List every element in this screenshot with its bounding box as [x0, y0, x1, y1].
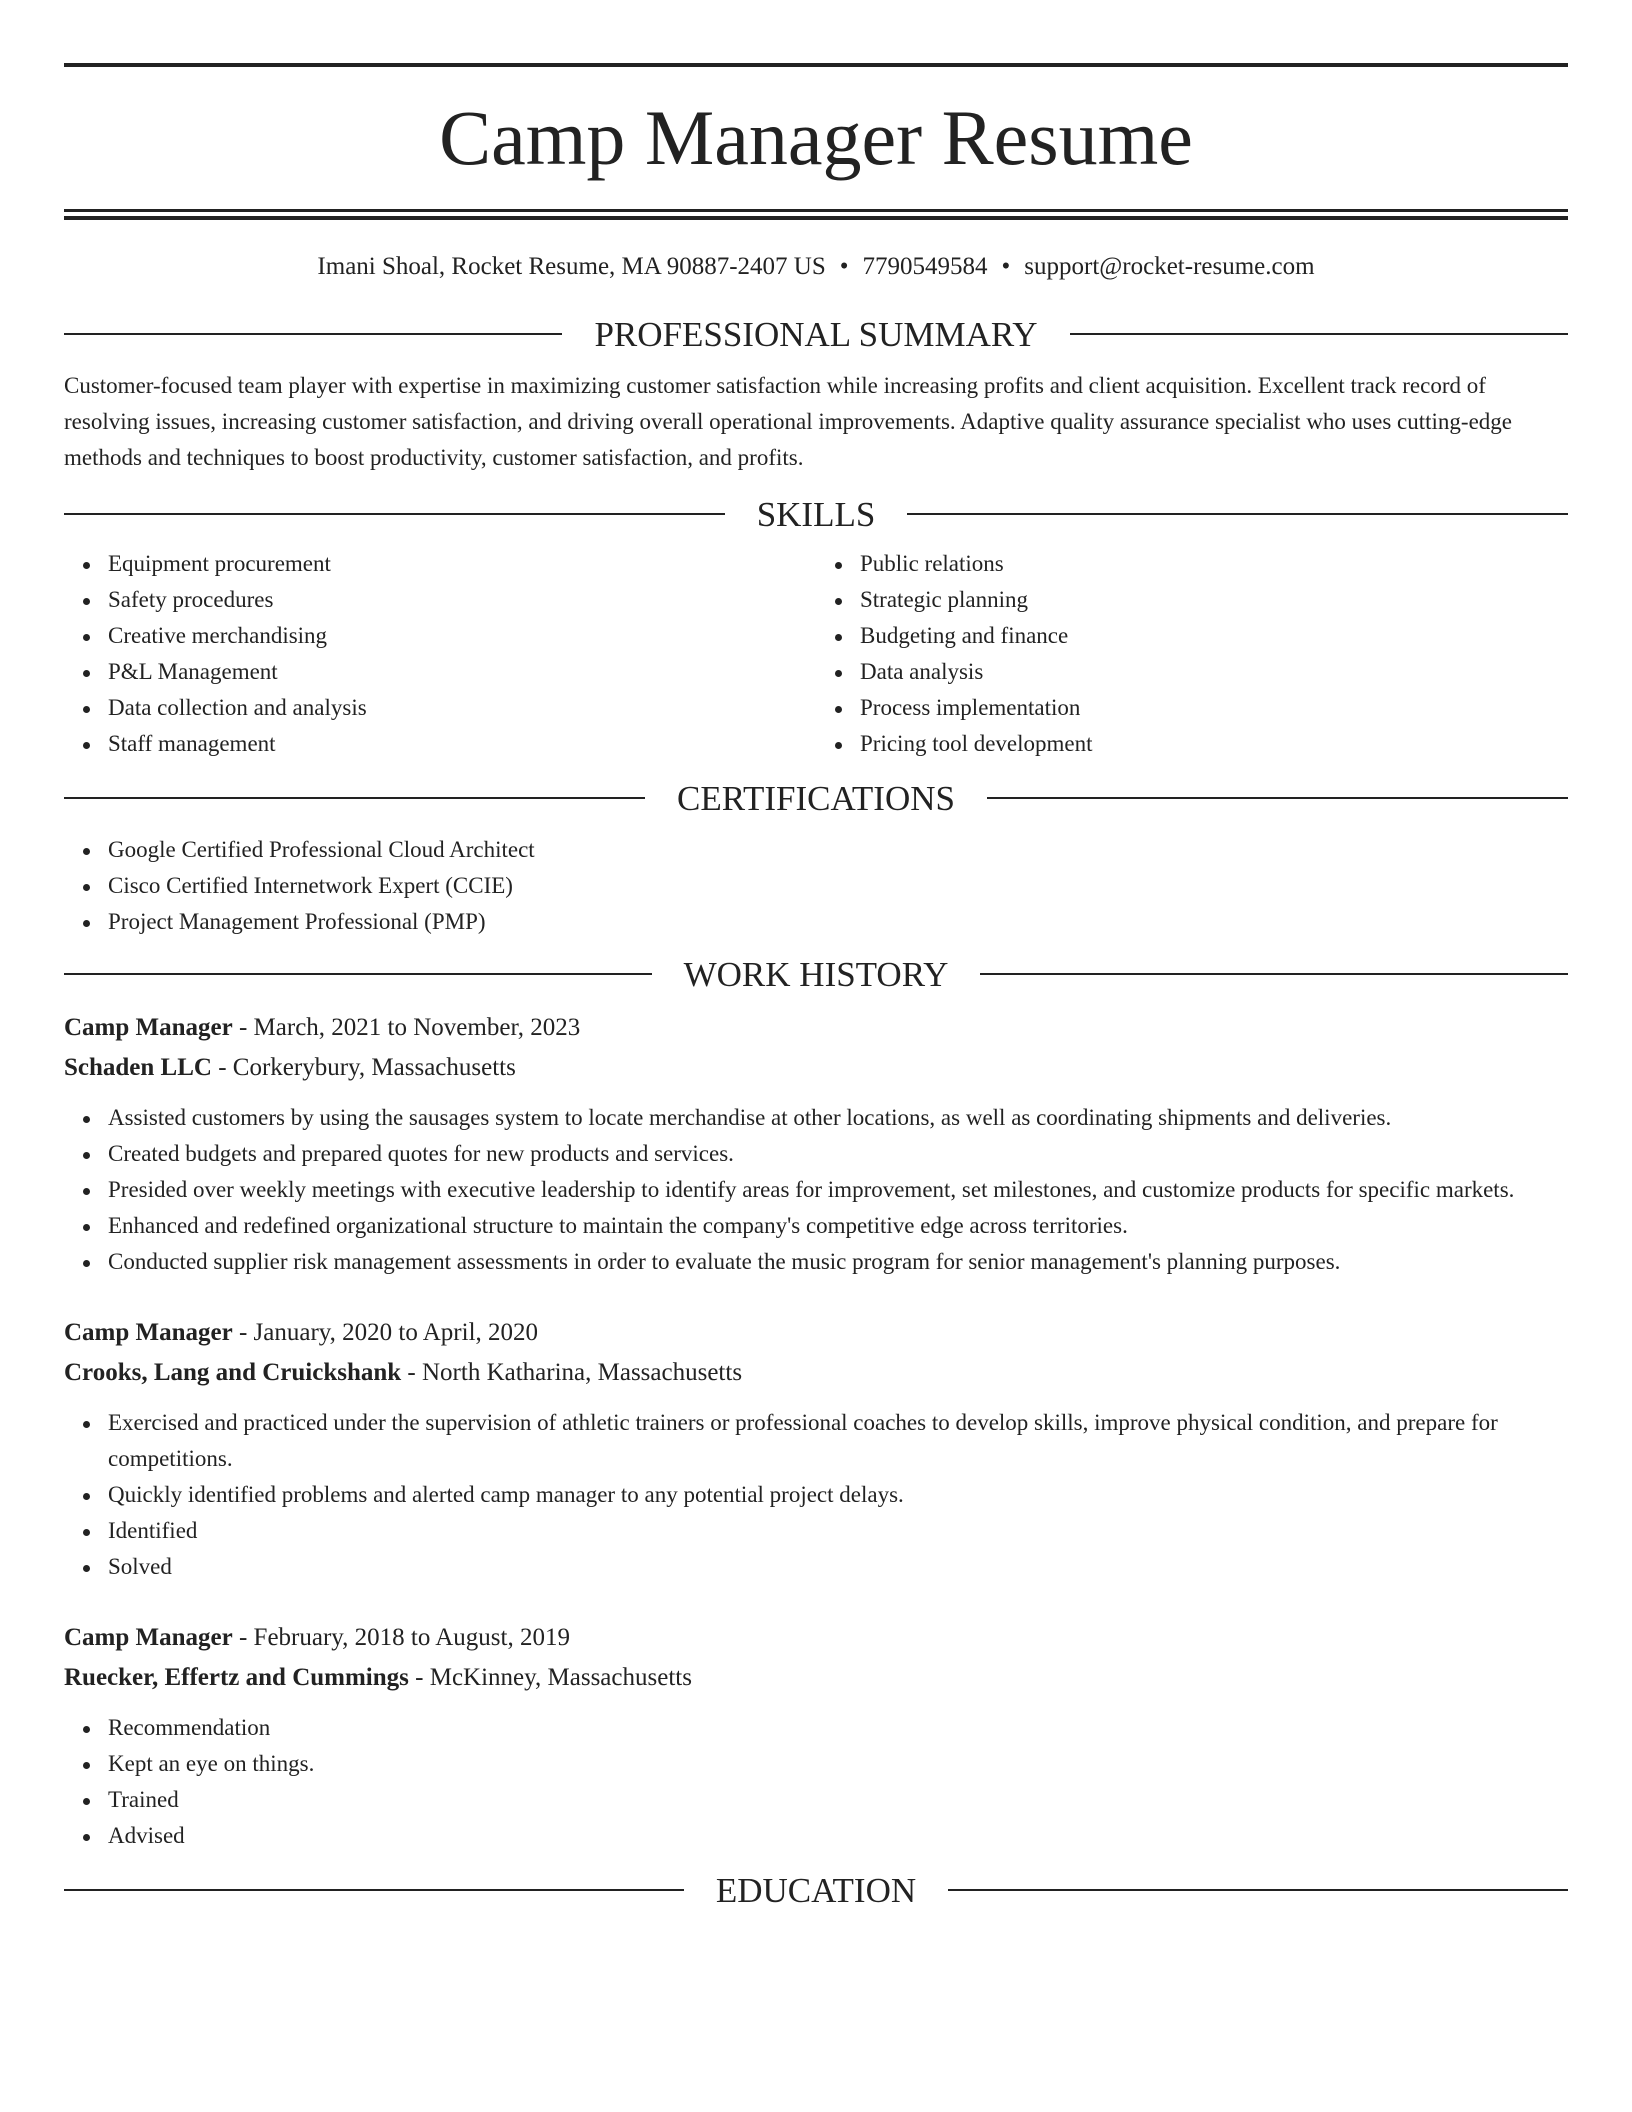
section-title: EDUCATION: [715, 1870, 917, 1910]
job-bullet: Trained: [108, 1782, 1568, 1818]
heading-rule: [987, 797, 1568, 799]
job-company: Schaden LLC: [64, 1054, 212, 1081]
contact-email: support@rocket-resume.com: [1024, 253, 1315, 280]
skills-columns: [64, 546, 1568, 762]
job-company: Crooks, Lang and Cruickshank: [64, 1359, 402, 1386]
job-location: - McKinney, Massachusetts: [408, 1664, 692, 1691]
heading-rule: [64, 973, 652, 975]
contact-address: Imani Shoal, Rocket Resume, MA 90887-2407 US: [317, 253, 826, 280]
job-bullet: Enhanced and redefined organizational structure to maintain the company's competitive edge across territories.: [108, 1208, 1568, 1244]
job-company: Ruecker, Effertz and Cummings: [64, 1664, 409, 1691]
heading-rule: [907, 513, 1568, 515]
heading-rule: [64, 333, 562, 335]
job-bullets: [64, 1710, 1568, 1854]
section-heading-summary: [64, 314, 1568, 354]
section-title: WORK HISTORY: [683, 954, 949, 994]
job-bullet: Recommendation: [108, 1710, 1568, 1746]
job-role: Camp Manager: [64, 1624, 233, 1651]
job-entry: [64, 1008, 1568, 1280]
job-bullet: Quickly identified problems and alerted camp manager to any potential project delays.: [108, 1477, 1568, 1513]
skill-item: Budgeting and finance: [860, 618, 1568, 654]
heading-rule: [980, 973, 1568, 975]
certification-item: Project Management Professional (PMP): [108, 904, 1568, 940]
contact-separator: •: [1001, 253, 1011, 280]
section-heading-education: [64, 1870, 1568, 1910]
job-location: - North Katharina, Massachusetts: [401, 1359, 743, 1386]
job-entry: [64, 1618, 1568, 1854]
heading-rule: [64, 1889, 684, 1891]
job-company-line: [64, 1353, 1568, 1393]
heading-rule: [64, 513, 725, 515]
page-title: Camp Manager Resume: [439, 94, 1193, 181]
job-company-line: [64, 1658, 1568, 1698]
skill-item: Creative merchandising: [108, 618, 816, 654]
skill-item: Public relations: [860, 546, 1568, 582]
skills-list-left: [64, 546, 816, 762]
skills-list-right: [816, 546, 1568, 762]
job-location: - Corkerybury, Massachusetts: [211, 1054, 516, 1081]
certification-item: Cisco Certified Internetwork Expert (CCIE): [108, 868, 1568, 904]
skill-item: Data analysis: [860, 654, 1568, 690]
job-bullet: Created budgets and prepared quotes for new products and services.: [108, 1136, 1568, 1172]
job-company-line: [64, 1048, 1568, 1088]
section-heading-certifications: [64, 778, 1568, 818]
job-bullet: Solved: [108, 1549, 1568, 1585]
heading-rule: [64, 797, 645, 799]
section-title: SKILLS: [756, 494, 876, 534]
heading-rule: [1070, 333, 1568, 335]
job-dates: - March, 2021 to November, 2023: [232, 1014, 581, 1041]
summary-text: Customer-focused team player with expertise in maximizing customer satisfaction while increasing profits and client acquisition. Excellent track record of resolving issues, increasing customer satisfaction, and driving overall operational improvements. Adaptive quality assurance specialist who uses cutting-edge methods and techniques to boost productivity, customer satisfaction, and profits.: [64, 373, 1512, 470]
skill-item: Strategic planning: [860, 582, 1568, 618]
job-bullet: Conducted supplier risk management assessments in order to evaluate the music program for senior management's planning purposes.: [108, 1244, 1568, 1280]
job-title-line: [64, 1008, 1568, 1048]
skill-item: Pricing tool development: [860, 726, 1568, 762]
job-bullet: Assisted customers by using the sausages system to locate merchandise at other locations, as well as coordinating shipments and deliveries.: [108, 1100, 1568, 1136]
job-bullet: Exercised and practiced under the supervision of athletic trainers or professional coaches to develop skills, improve physical condition, and prepare for competitions.: [108, 1405, 1568, 1477]
skill-item: Staff management: [108, 726, 816, 762]
section-heading-work-history: [64, 954, 1568, 994]
certification-item: Google Certified Professional Cloud Architect: [108, 832, 1568, 868]
skill-item: Safety procedures: [108, 582, 816, 618]
job-dates: - January, 2020 to April, 2020: [232, 1319, 539, 1346]
title-double-rule: [64, 209, 1568, 220]
job-bullets: [64, 1405, 1568, 1585]
section-heading-skills: [64, 494, 1568, 534]
top-rule: [64, 63, 1568, 67]
skill-item: P&L Management: [108, 654, 816, 690]
contact-phone: 7790549584: [862, 253, 988, 280]
skill-item: Process implementation: [860, 690, 1568, 726]
contact-separator: •: [839, 253, 849, 280]
job-bullet: Identified: [108, 1513, 1568, 1549]
job-dates: - February, 2018 to August, 2019: [232, 1624, 570, 1651]
section-title: PROFESSIONAL SUMMARY: [594, 314, 1038, 354]
heading-rule: [948, 1889, 1568, 1891]
contact-line: [64, 254, 1568, 279]
skill-item: Equipment procurement: [108, 546, 816, 582]
job-entry: [64, 1313, 1568, 1585]
certifications-list: [64, 832, 1568, 940]
job-role: Camp Manager: [64, 1319, 233, 1346]
section-title: CERTIFICATIONS: [677, 778, 955, 818]
job-bullet: Presided over weekly meetings with executive leadership to identify areas for improvement, set milestones, and customize products for specific markets.: [108, 1172, 1568, 1208]
skill-item: Data collection and analysis: [108, 690, 816, 726]
resume-page: [64, 0, 1568, 1910]
job-title-line: [64, 1313, 1568, 1353]
job-bullet: Kept an eye on things.: [108, 1746, 1568, 1782]
job-bullets: [64, 1100, 1568, 1280]
job-role: Camp Manager: [64, 1014, 233, 1041]
job-bullet: Advised: [108, 1818, 1568, 1854]
job-title-line: [64, 1618, 1568, 1658]
